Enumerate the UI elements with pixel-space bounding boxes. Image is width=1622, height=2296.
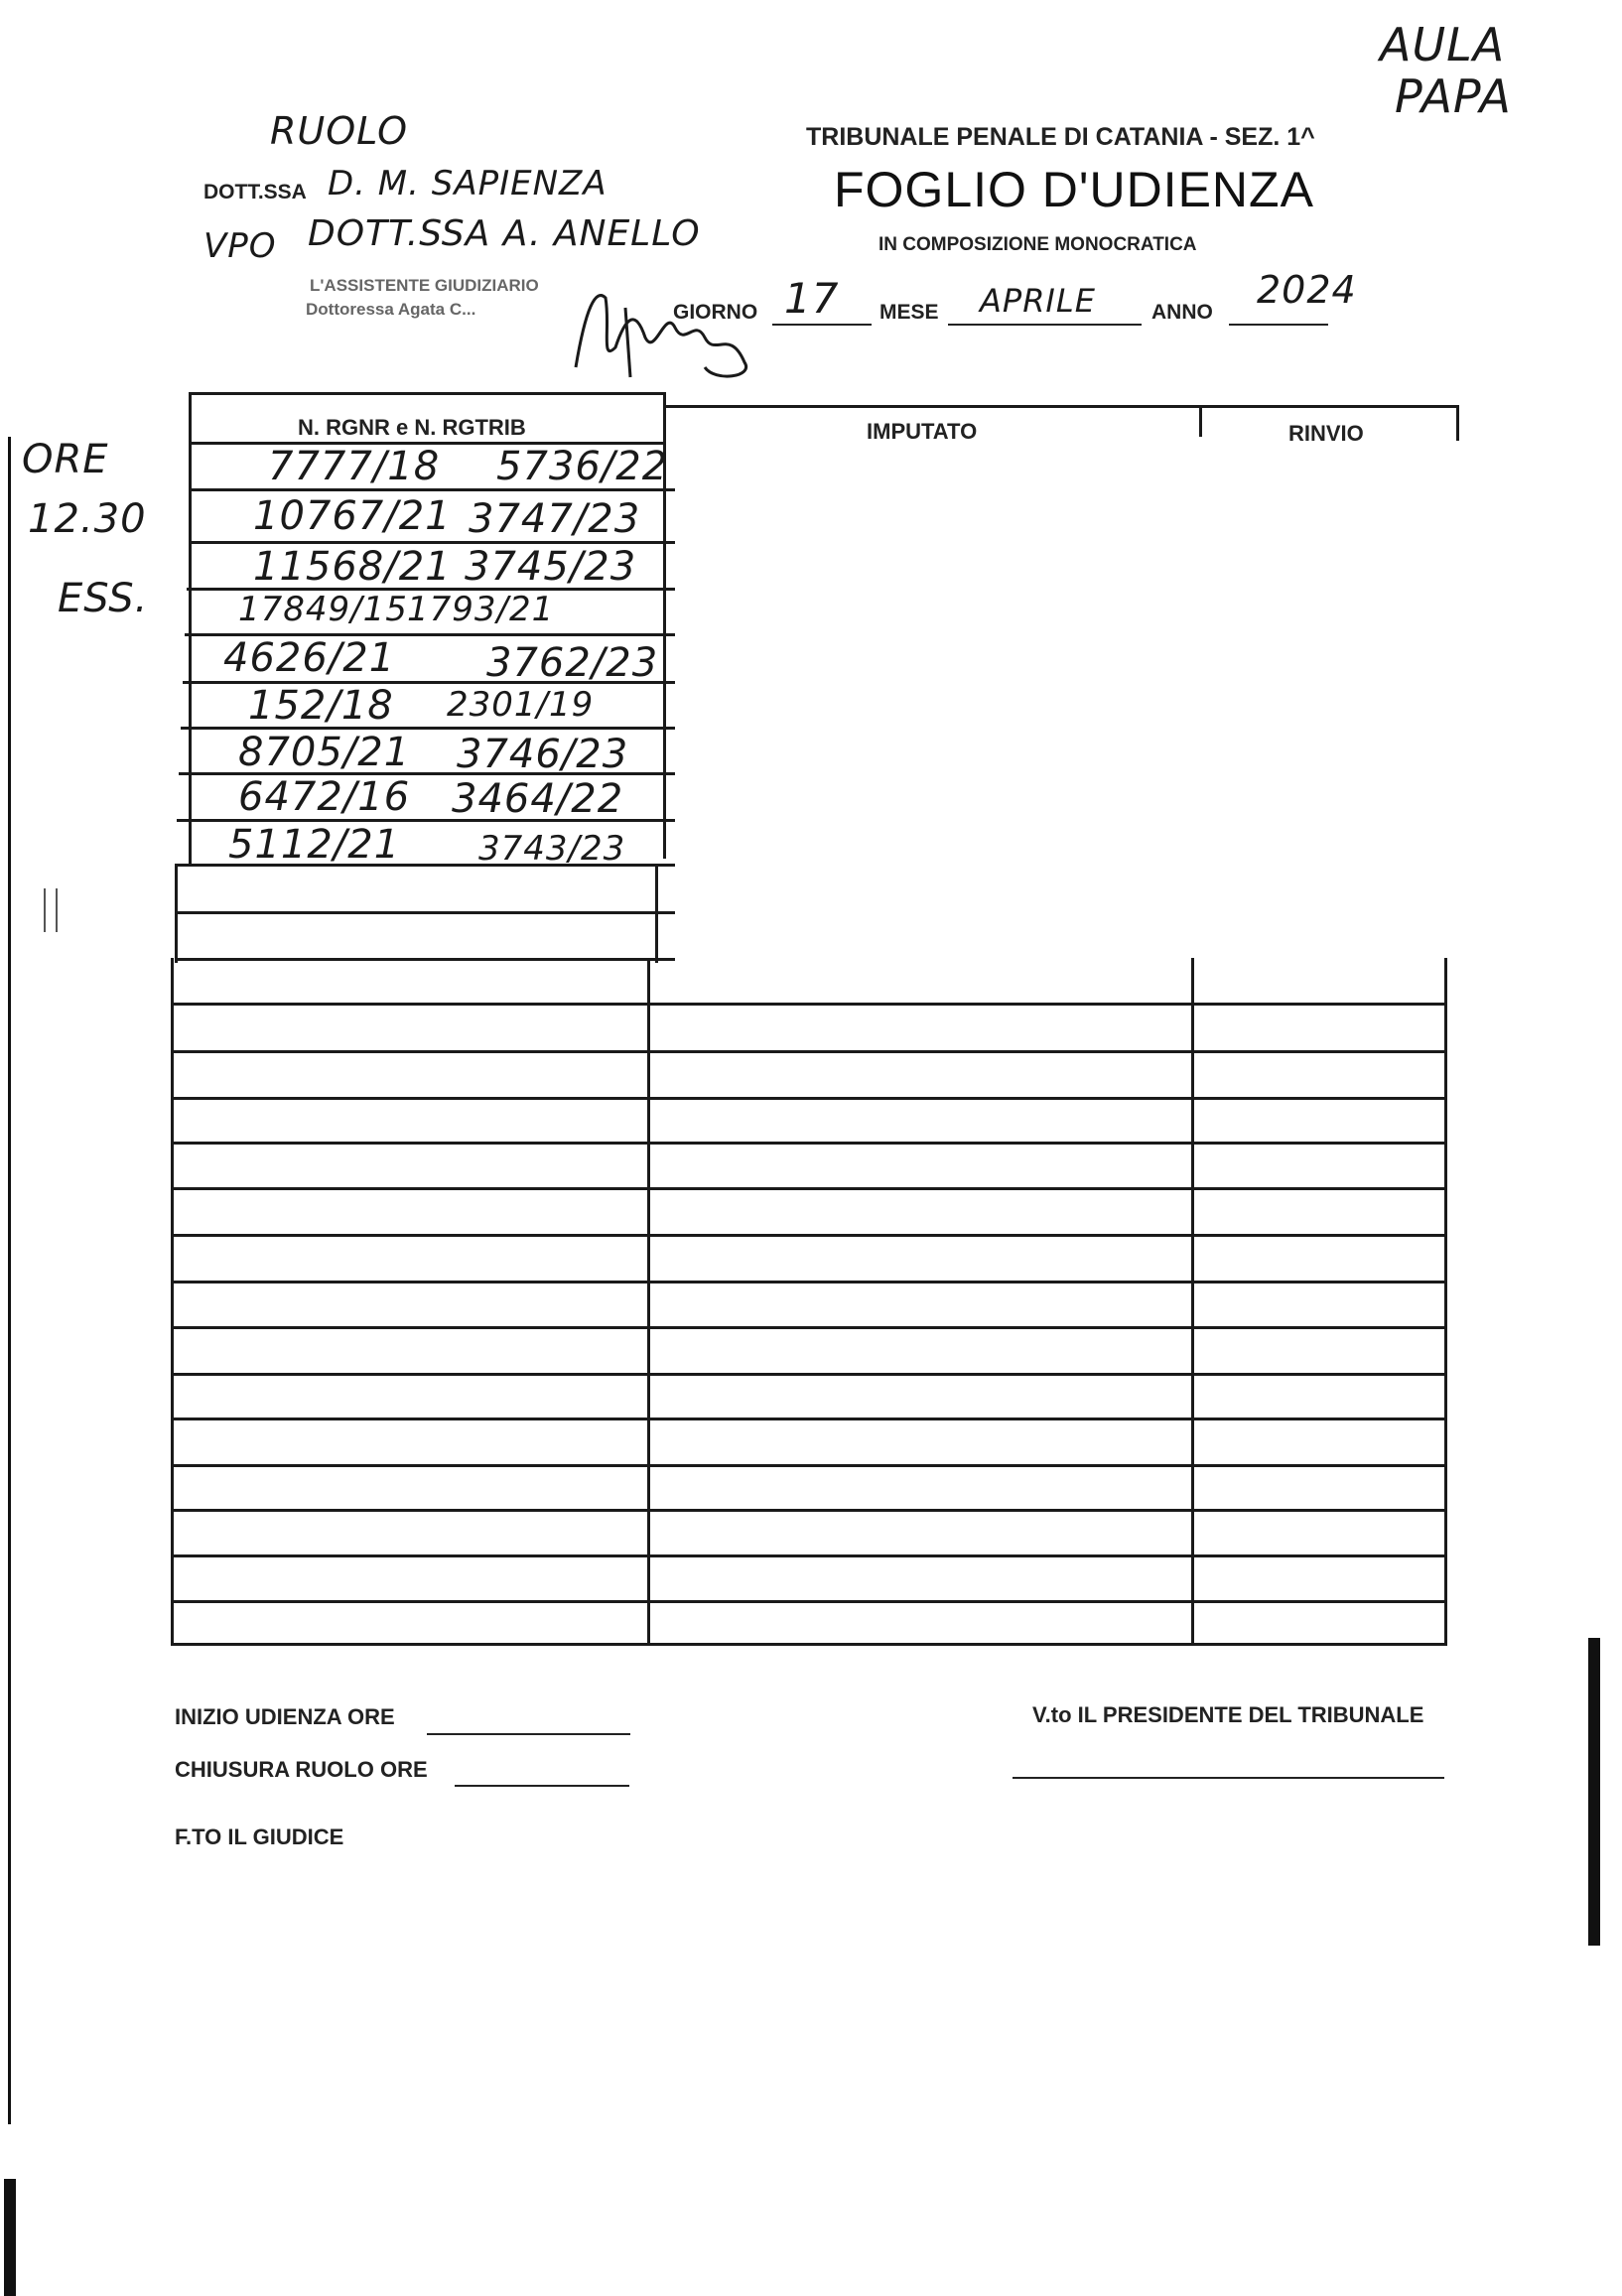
col1-divider-mid: [655, 864, 658, 963]
scan-small-mark: [44, 888, 58, 932]
presidente-signature-field[interactable]: [1013, 1757, 1444, 1779]
giorno-label: GIORNO: [673, 301, 758, 324]
row-line: [171, 1187, 1447, 1190]
table-top-border: [189, 392, 665, 395]
header-rgnr: N. RGNR e N. RGTRIB: [298, 415, 526, 440]
row8-rgtrib: 3464/22: [452, 776, 624, 822]
row-line: [171, 1097, 1447, 1100]
row2-rgnr: 10767/21: [253, 493, 452, 539]
mese-label: MESE: [879, 301, 939, 324]
row2-rgtrib: 3747/23: [469, 496, 641, 542]
table-left-border-mid: [175, 864, 178, 963]
row-line: [175, 958, 675, 961]
signature-scribble: [556, 268, 774, 387]
page-subtitle: IN COMPOSIZIONE MONOCRATICA: [879, 234, 1197, 255]
header-imputato: IMPUTATO: [867, 419, 978, 444]
row9-rgnr: 5112/21: [228, 822, 401, 868]
side-note-ore: ORE: [22, 437, 109, 482]
scan-bottom-left-bar: [4, 2179, 16, 2296]
giorno-value: 17: [784, 274, 840, 323]
anno-value: 2024: [1257, 268, 1357, 312]
giudice-label: F.TO IL GIUDICE: [175, 1824, 344, 1849]
ruolo-label: RUOLO: [270, 109, 409, 153]
row-line: [171, 1003, 1447, 1006]
side-note-time: 12.30: [28, 496, 147, 542]
row-line: [171, 1554, 1447, 1557]
row7-rgnr: 8705/21: [238, 730, 411, 775]
row1-rgtrib: 5736/22: [496, 444, 669, 489]
table-left-border-lower: [171, 958, 174, 1643]
row8-rgnr: 6472/16: [238, 774, 411, 820]
anno-field: [1229, 268, 1357, 326]
row5-rgnr: 4626/21: [223, 635, 396, 681]
row4-rgtrib: 1793/21: [407, 590, 555, 629]
row-line: [171, 1464, 1447, 1467]
row3-rgtrib: 3745/23: [465, 544, 637, 590]
row4-rgnr: 17849/15: [238, 590, 408, 629]
row3-rgnr: 11568/21: [253, 544, 452, 590]
col3-right-tick: [1456, 405, 1459, 441]
chiusura-ruolo-label: CHIUSURA RUOLO ORE: [175, 1757, 428, 1782]
row6-rgnr: 152/18: [248, 683, 394, 729]
row1-rgnr: 7777/18: [268, 444, 441, 489]
judge-label: DOTT.SSA: [203, 181, 307, 203]
row-line: [171, 1600, 1447, 1603]
corner-note-line1: AULA: [1380, 18, 1506, 71]
row-line: [171, 1326, 1447, 1329]
row-line: [171, 1234, 1447, 1237]
row6-rgtrib: 2301/19: [447, 685, 595, 725]
row-line: [171, 1373, 1447, 1376]
assistant-stamp-line1: L'ASSISTENTE GIUDIZIARIO: [310, 276, 539, 295]
vpo-label: VPO: [203, 226, 277, 266]
col2-divider-lower: [1191, 958, 1194, 1643]
header-rinvio: RINVIO: [1288, 421, 1364, 446]
anno-label: ANNO: [1151, 301, 1213, 324]
vpo-name: DOTT.SSA A. ANELLO: [308, 213, 701, 254]
judge-name: D. M. SAPIENZA: [328, 164, 608, 203]
row-line: [171, 1509, 1447, 1512]
corner-note-line2: PAPA: [1395, 69, 1512, 123]
scan-left-margin-line: [8, 437, 11, 2124]
page-title: FOGLIO D'UDIENZA: [834, 162, 1314, 217]
table-left-border-upper: [189, 392, 192, 864]
row-line: [171, 1142, 1447, 1145]
table-top-border-right: [665, 405, 1459, 408]
court-name: TRIBUNALE PENALE DI CATANIA - SEZ. 1^: [806, 123, 1315, 151]
col2-right-tick: [1199, 405, 1202, 437]
row-line: [171, 1418, 1447, 1420]
col1-divider-lower: [647, 958, 650, 1643]
inizio-udienza-field[interactable]: [427, 1707, 630, 1735]
mese-value: APRILE: [980, 282, 1096, 320]
inizio-udienza-label: INIZIO UDIENZA ORE: [175, 1704, 395, 1729]
row5-rgtrib: 3762/23: [486, 640, 659, 686]
assistant-stamp-line2: Dottoressa Agata C...: [306, 300, 476, 319]
presidente-label: V.to IL PRESIDENTE DEL TRIBUNALE: [1032, 1702, 1424, 1727]
giorno-field: [772, 274, 872, 326]
row7-rgtrib: 3746/23: [457, 732, 629, 777]
scan-right-bar: [1588, 1638, 1600, 1946]
row9-rgtrib: 3743/23: [478, 829, 626, 869]
row-line: [171, 1281, 1447, 1283]
table-right-border-lower: [1444, 958, 1447, 1643]
side-note-ess: ESS.: [58, 576, 149, 621]
row-line: [175, 911, 675, 914]
chiusura-ruolo-field[interactable]: [455, 1759, 629, 1787]
row-line: [171, 1050, 1447, 1053]
mese-field: [948, 280, 1142, 326]
table-bottom-border: [171, 1643, 1447, 1646]
